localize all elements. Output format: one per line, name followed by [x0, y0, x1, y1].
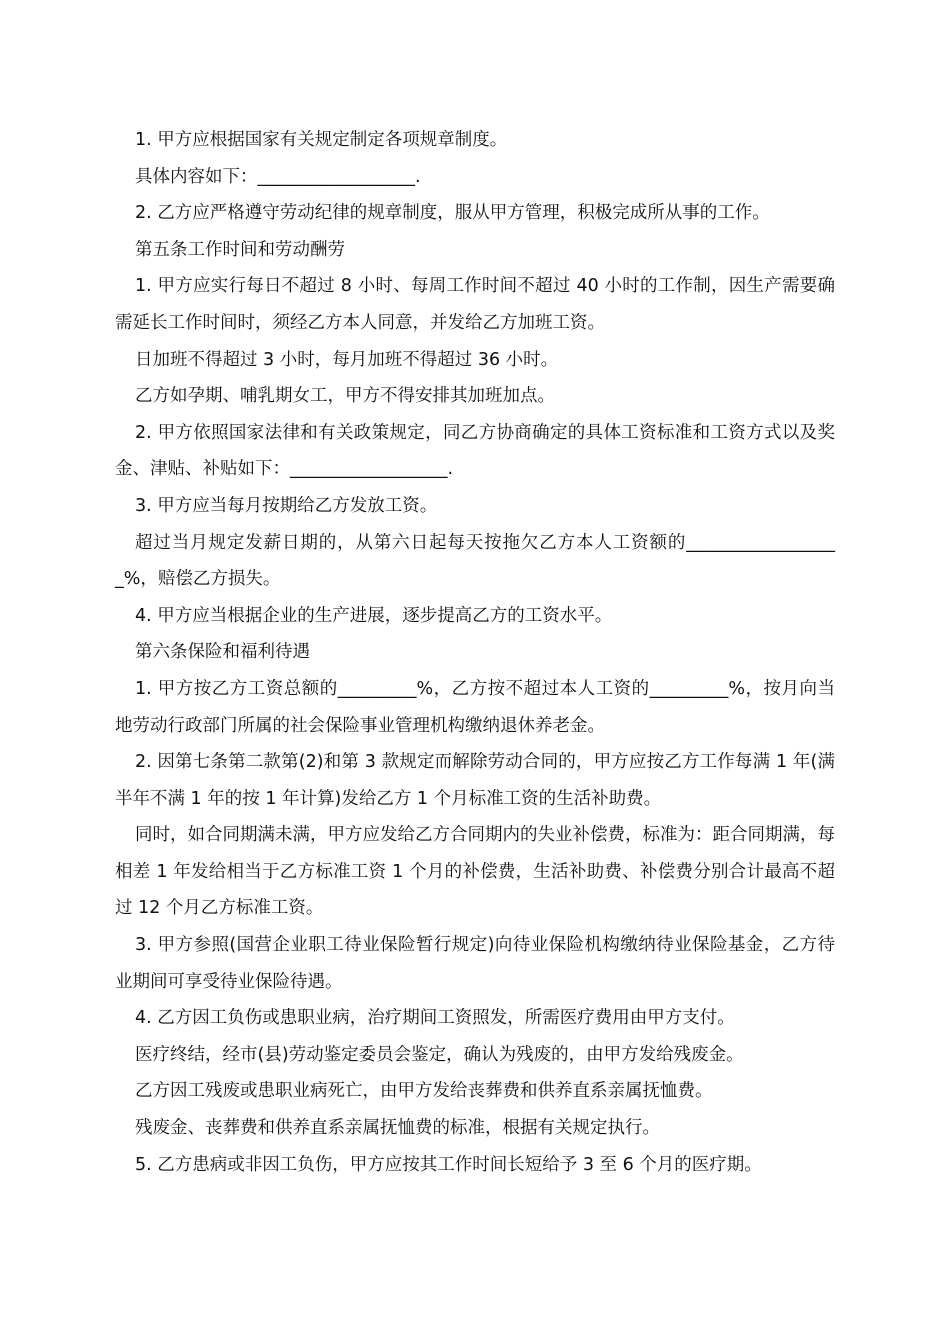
paragraph-overtime-limit: 日加班不得超过 3 小时，每月加班不得超过 36 小时。: [135, 349, 559, 370]
paragraph-funeral-allowance: 乙方因工残废或患职业病死亡，由甲方发给丧葬费和供养直系亲属抚恤费。: [135, 1081, 713, 1102]
paragraph-rules-content: 具体内容如下：__________________.: [135, 166, 421, 187]
section-heading-article-5: 第五条工作时间和劳动酬劳: [135, 239, 345, 260]
paragraph-work-injury: 4. 乙方因工负伤或患职业病，治疗期间工资照发，所需医疗费用由甲方支付。: [135, 1008, 735, 1029]
paragraph-wage-standard: 2. 甲方依照国家法律和有关政策规定，同乙方协商确定的具体工资标准和工资方式以及奖金、津贴、补贴如下：__________________.: [115, 422, 835, 480]
paragraph-discipline: 2. 乙方应严格遵守劳动纪律的规章制度，服从甲方管理，积极完成所从事的工作。: [135, 203, 770, 224]
paragraph-living-allowance: 2. 因第七条第二款第(2)和第 3 款规定而解除劳动合同的，甲方应按乙方工作每满 1 年(满半年不满 1 年的按 1 年计算)发给乙方 1 个月标准工资的生活补助费。: [115, 752, 835, 809]
paragraph-allowance-standard: 残废金、丧葬费和供养直系亲属抚恤费的标准，根据有关规定执行。: [135, 1118, 660, 1139]
paragraph-monthly-pay: 3. 甲方应当每月按期给乙方发放工资。: [135, 495, 438, 516]
paragraph-rules: 1. 甲方应根据国家有关规定制定各项规章制度。: [135, 130, 508, 150]
paragraph-unemployment-insurance: 3. 甲方参照(国营企业职工待业保险暂行规定)向待业保险机构缴纳待业保险基金，乙方待业期间可享受待业保险待遇。: [115, 935, 835, 992]
paragraph-working-hours: 1. 甲方应实行每日不超过 8 小时、每周工作时间不超过 40 小时的工作制，因生产需要确需延长工作时间时，须经乙方本人同意，并发给乙方加班工资。: [115, 276, 835, 333]
document-body: [115, 122, 835, 1183]
paragraph-disability-allowance: 医疗终结，经市(县)劳动鉴定委员会鉴定，确认为残废的，由甲方发给残废金。: [135, 1044, 744, 1065]
section-heading-article-6: 第六条保险和福利待遇: [135, 642, 310, 663]
paragraph-medical-period: 5. 乙方患病或非因工负伤，甲方应按其工作时间长短给予 3 至 6 个月的医疗期。: [135, 1154, 762, 1175]
paragraph-pregnant-workers: 乙方如孕期、哺乳期女工，甲方不得安排其加班加点。: [135, 386, 555, 407]
paragraph-unemployment-compensation: 同时，如合同期满未满，甲方应发给乙方合同期内的失业补偿费，标准为：距合同期满，每相差 1 年发给相当于乙方标准工资 1 个月的补偿费，生活补助费、补偿费分别合计最高不超过 12 个月乙方标准工资。: [115, 825, 835, 919]
paragraph-late-pay-penalty: 超过当月规定发薪日期的，从第六日起每天按拖欠乙方本人工资额的__________________%，赔偿乙方损失。: [115, 532, 835, 590]
paragraph-wage-increase: 4. 甲方应当根据企业的生产进展，逐步提高乙方的工资水平。: [135, 605, 613, 626]
paragraph-pension: 1. 甲方按乙方工资总额的_________%，乙方按不超过本人工资的_________%，按月向当地劳动行政部门所属的社会保险事业管理机构缴纳退休养老金。: [115, 678, 835, 736]
